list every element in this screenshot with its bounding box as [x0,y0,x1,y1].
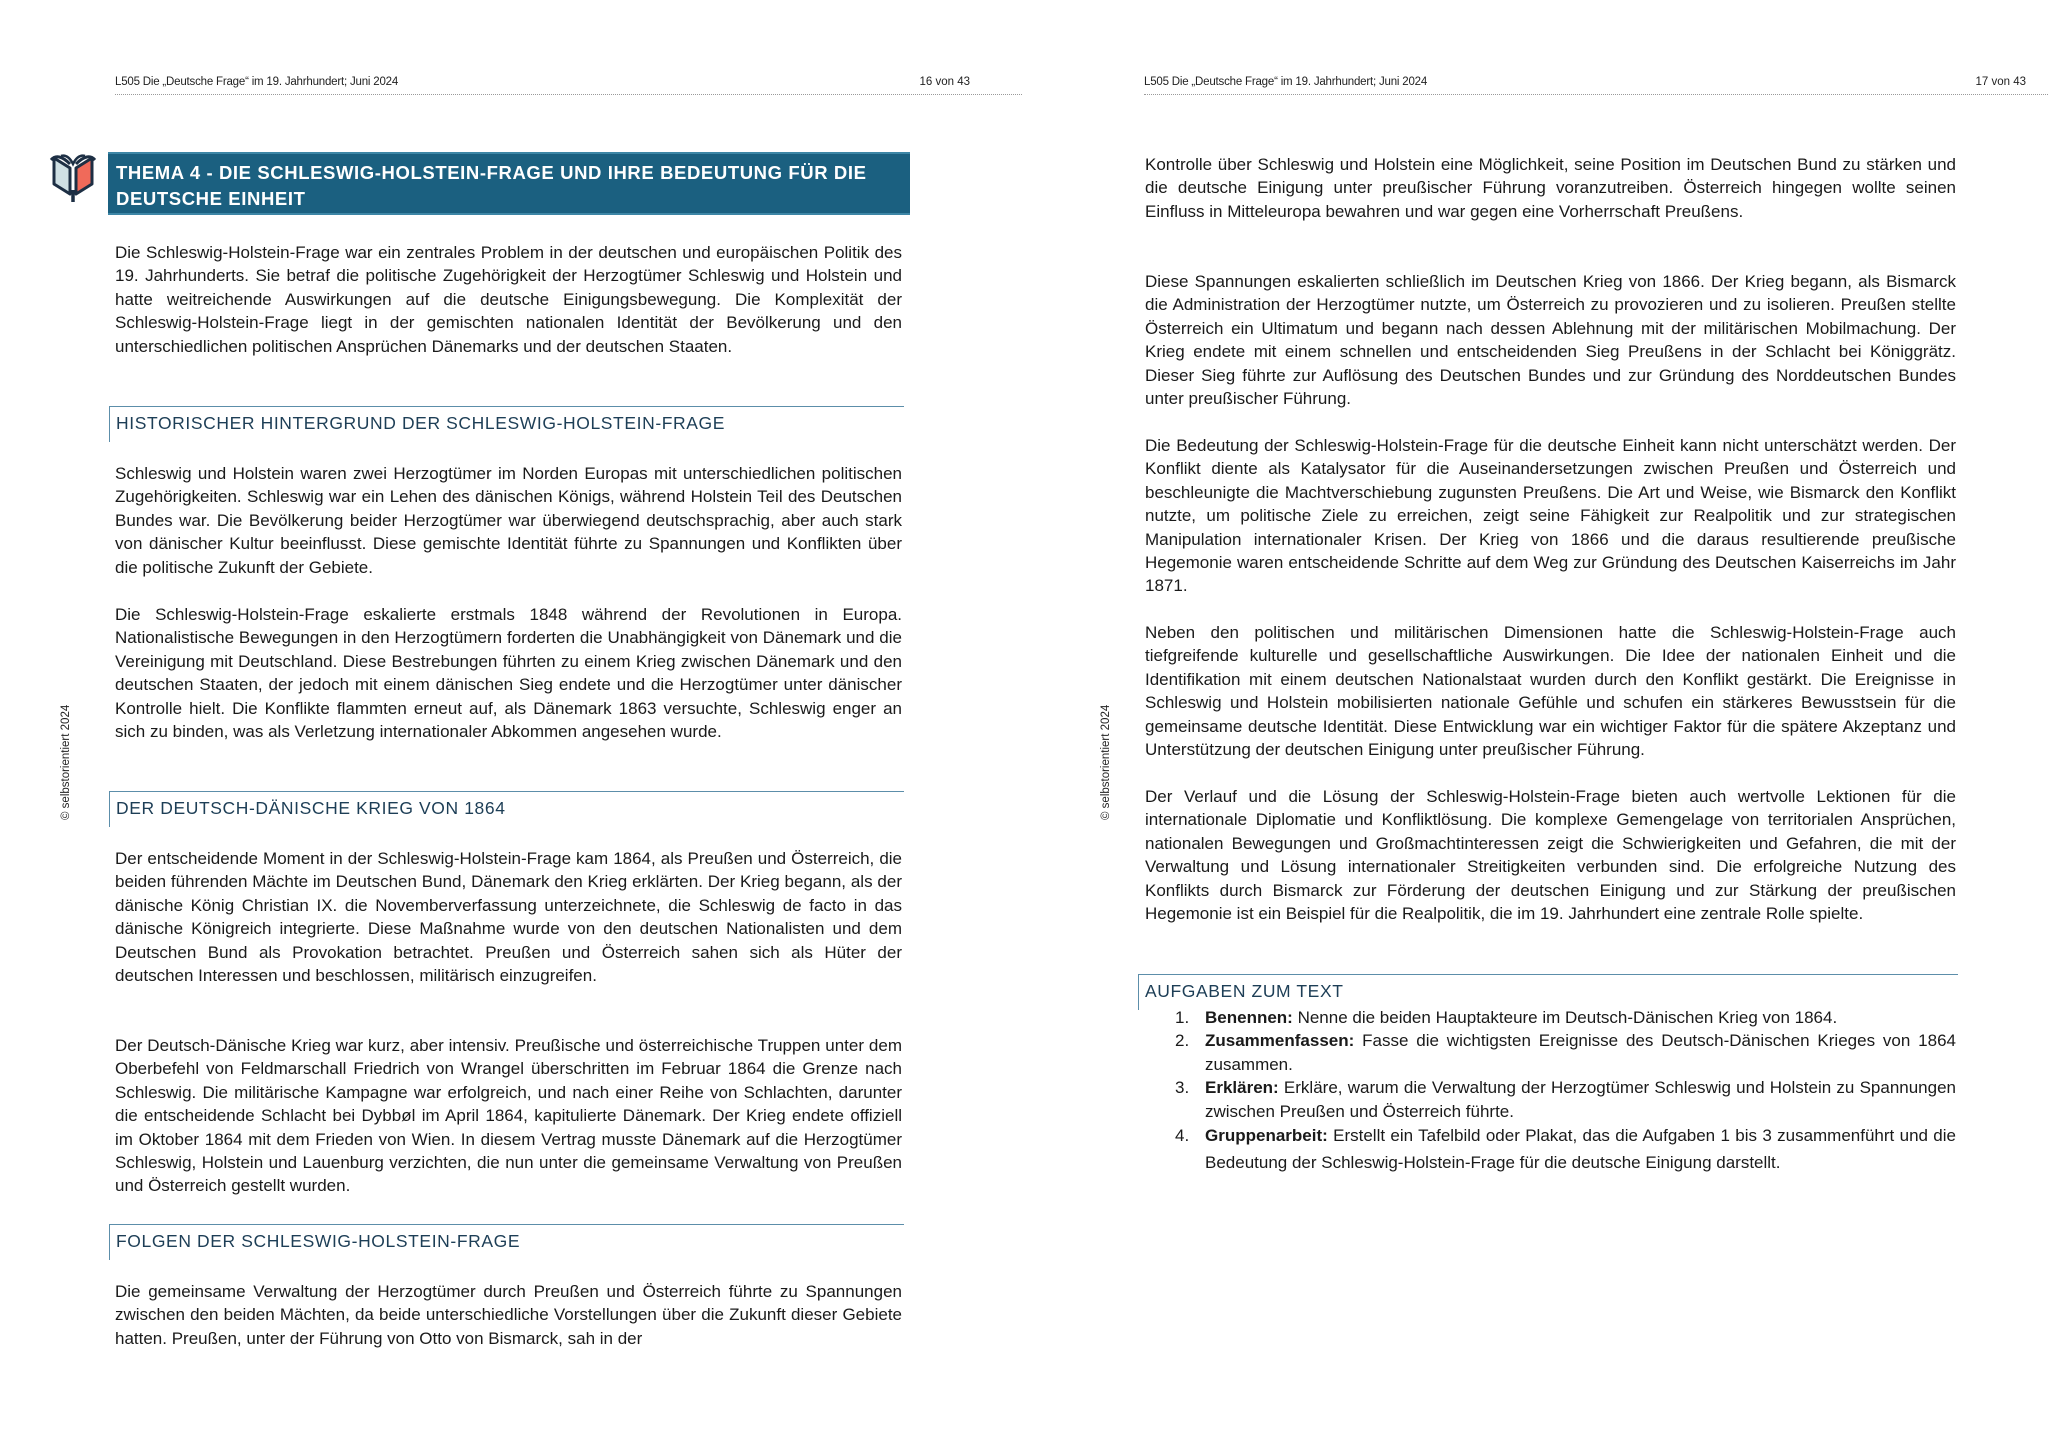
section-heading-historischer-hintergrund: HISTORISCHER HINTERGRUND DER SCHLESWIG-HOLSTEIN-FRAGE [109,406,904,442]
task-text: Nenne die beiden Hauptakteure im Deutsch-Dänischen Krieg von 1864. [1292,1008,1838,1027]
body-paragraph [1145,270,1956,410]
section-body [115,1280,902,1350]
section-body [115,462,902,579]
paragraph: Der Verlauf und die Lösung der Schleswig-Holstein-Frage bieten auch wertvolle Lektionen für die internationale Diplomatie und Konfliktlösung. Die komplexe Gemengelage von territorialen Ansprüchen, nationalen Bewegungen und Großmachtinteressen zeigt die Schwierigkeiten und Gefahren, die mit der Verwaltung und Lösung internationaler Streitigkeiten verbunden sind. Die erfolgreiche Nutzung des Konflikts durch Bismarck zur Förderung der deutschen Einigung und zur Stärkung der preußischen Hegemonie ist ein Beispiel für die Realpolitik, die im 19. Jahrhundert eine zentrale Rolle spielte. [1145,787,1956,924]
task-item [1175,1029,1956,1076]
task-item [1175,1076,1956,1123]
page-17 [1024,0,2048,1440]
task-text: Fasse die wichtigsten Ereignisse des Deutsch-Dänischen Krieges von 1864 zusammen. [1205,1031,1956,1074]
body-paragraph [1145,153,1956,223]
section-body [115,1034,902,1198]
task-label: Gruppenarbeit: [1205,1126,1328,1146]
task-text: Erstellt ein Tafelbild oder Plakat, das die Aufgaben 1 bis 3 zusammenführt und die Bedeutung der Schleswig-Holstein-Frage für die deutsche Einigung darstellt. [1205,1126,1956,1172]
running-header [115,74,1022,95]
section-body [115,603,902,743]
body-paragraph [1145,785,1956,925]
running-header-title: L505 Die „Deutsche Frage“ im 19. Jahrhundert; Juni 2024 [115,76,399,88]
paragraph: Neben den politischen und militärischen Dimensionen hatte die Schleswig-Holstein-Frage auch tiefgreifende kulturelle und gesellschaftliche Auswirkungen. Die Idee der nationalen Einheit und die Identifikation mit einem deutschen Nationalstaat wurden durch den Konflikt gestärkt. Die Ereignisse in Schleswig und Holstein mobilisierten nationale Gefühle und schufen ein stärkeres Bewusstsein für die gemeinsame deutsche Identität. Diese Entwicklung war ein wichtiger Faktor für die spätere Akzeptanz und Unterstützung der deutschen Einigung unter preußischer Führung. [1145,623,1956,760]
copyright-text: © selbstorientiert 2024 [1100,704,1112,820]
side-copyright [1100,704,1120,820]
section-heading-deutsch-daenischer-krieg: DER DEUTSCH-DÄNISCHE KRIEG VON 1864 [109,791,904,827]
section-heading-folgen: FOLGEN DER SCHLESWIG-HOLSTEIN-FRAGE [109,1224,904,1260]
task-text: Erkläre, warum die Verwaltung der Herzogtümer Schleswig und Holstein zu Spannungen zwischen Preußen und Österreich führte. [1205,1078,1956,1121]
intro-paragraph [115,241,902,358]
task-number: 4. [1175,1126,1190,1146]
task-label: Zusammenfassen: [1205,1031,1355,1051]
copyright-text: © selbstorientiert 2024 [60,704,72,820]
task-label: Erklären: [1205,1078,1279,1098]
section-heading-aufgaben: AUFGABEN ZUM TEXT [1138,974,1958,1010]
paragraph: Die Bedeutung der Schleswig-Holstein-Frage für die deutsche Einheit kann nicht unterschätzt werden. Der Konflikt diente als Katalysator für die Auseinandersetzungen zwischen Preußen und Österreich und beschleunigte die Machtverschiebung zugunsten Preußens. Die Art und Weise, wie Bismarck den Konflikt nutzte, um politische Ziele zu erreichen, zeigt seine Fähigkeit zur Realpolitik und zur strategischen Manipulation internationaler Krisen. Der Krieg von 1866 und die daraus resultierende preußische Hegemonie waren entscheidende Schritte auf dem Weg zur Gründung des Deutschen Kaiserreichs im Jahr 1871. [1145,436,1956,596]
running-header [1144,74,2048,95]
page-number: 16 von 43 [919,76,970,88]
side-copyright [60,704,80,820]
task-list [1175,1006,1956,1176]
task-label: Benennen: [1205,1008,1293,1027]
paragraph: Kontrolle über Schleswig und Holstein eine Möglichkeit, seine Position im Deutschen Bund zu stärken und die deutsche Einigung unter preußischer Führung voranzutreiben. Österreich hingegen wollte seinen Einfluss in Mitteleuropa bewahren und war gegen eine Vorherrschaft Preußens. [1145,155,1956,221]
page-number: 17 von 43 [1975,76,2026,88]
task-item [1175,1123,1956,1176]
paragraph: Der Deutsch-Dänische Krieg war kurz, aber intensiv. Preußische und österreichische Truppen unter dem Oberbefehl von Feldmarschall Friedrich von Wrangel überschritten im Februar 1864 die Grenze nach Schleswig. Die militärische Kampagne war erfolgreich, und nach einer Reihe von Schlachten, darunter die entscheidende Schlacht bei Dybbøl im April 1864, kapitulierte Dänemark. Der Krieg endete offiziell im Oktober 1864 mit dem Frieden von Wien. In diesem Vertrag musste Dänemark auf die Herzogtümer Schleswig, Holstein und Lauenburg verzichten, die nun unter die gemeinsame Verwaltung von Preußen und Österreich gestellt wurden. [115,1036,902,1196]
task-item [1175,1006,1956,1029]
body-paragraph [1145,621,1956,761]
task-number: 2. [1175,1031,1190,1051]
paragraph: Diese Spannungen eskalierten schließlich im Deutschen Krieg von 1866. Der Krieg begann, als Bismarck die Administration der Herzogtümer nutzte, um Österreich zu provozieren und zu isolieren. Preußen stellte Österreich ein Ultimatum und begann nach dessen Ablehnung mit der militärischen Mobilmachung. Der Krieg endete mit einem schnellen und entscheidenden Sieg Preußens in der Schlacht bei Königgrätz. Dieser Sieg führte zur Auflösung des Deutschen Bundes und zur Gründung des Norddeutschen Bundes unter preußischer Führung. [1145,272,1956,409]
paragraph: Die gemeinsame Verwaltung der Herzogtümer durch Preußen und Österreich führte zu Spannungen zwischen den beiden Mächten, da beide unterschiedliche Vorstellungen über die Zukunft dieser Gebiete hatten. Preußen, unter der Führung von Otto von Bismarck, sah in der [115,1282,902,1348]
task-number: 1. [1175,1008,1190,1027]
open-book-icon [48,150,98,202]
paragraph: Die Schleswig-Holstein-Frage war ein zentrales Problem in der deutschen und europäischen Politik des 19. Jahrhunderts. Sie betraf die politische Zugehörigkeit der Herzogtümer Schleswig und Holstein und hatte weitreichende Auswirkungen auf die deutsche Einigungsbewegung. Die Komplexität der Schleswig-Holstein-Frage liegt in der gemischten nationalen Identität der Bevölkerung und den unterschiedlichen politischen Ansprüchen Dänemarks und der deutschen Staaten. [115,243,902,356]
paragraph: Die Schleswig-Holstein-Frage eskalierte erstmals 1848 während der Revolutionen in Europa. Nationalistische Bewegungen in den Herzogtümern forderten die Unabhängigkeit von Dänemark und die Vereinigung mit Deutschland. Diese Bestrebungen führten zu einem Krieg zwischen Dänemark und den deutschen Staaten, der jedoch mit einem dänischen Sieg endete und die Herzogtümer unter dänischer Kontrolle hielt. Die Konflikte flammten erneut auf, als Dänemark 1863 versuchte, Schleswig enger an sich zu binden, was als Verletzung internationaler Abkommen angesehen wurde. [115,605,902,742]
paragraph: Der entscheidende Moment in der Schleswig-Holstein-Frage kam 1864, als Preußen und Österreich, die beiden führenden Mächte im Deutschen Bund, Dänemark den Krieg erklärten. Der Krieg begann, als der dänische König Christian IX. die Novemberverfassung unterzeichnete, die Schleswig de facto in das dänische Königreich integrierte. Diese Maßnahme wurde von den deutschen Nationalisten und dem Deutschen Bund als Provokation betrachtet. Preußen und Österreich sahen sich als Hüter der deutschen Interessen und beschlossen, militärisch einzugreifen. [115,849,902,986]
chapter-title: THEMA 4 - DIE SCHLESWIG-HOLSTEIN-FRAGE UND IHRE BEDEUTUNG FÜR DIE DEUTSCHE EINHEIT [108,152,910,215]
task-number: 3. [1175,1078,1190,1098]
section-body [115,847,902,987]
body-paragraph [1145,434,1956,598]
running-header-title: L505 Die „Deutsche Frage“ im 19. Jahrhundert; Juni 2024 [1144,76,1428,88]
paragraph: Schleswig und Holstein waren zwei Herzogtümer im Norden Europas mit unterschiedlichen politischen Zugehörigkeiten. Schleswig war ein Lehen des dänischen Königs, während Holstein Teil des Deutschen Bundes war. Die Bevölkerung beider Herzogtümer war überwiegend deutschsprachig, aber auch stark von dänischer Kultur beeinflusst. Diese gemischte Identität führte zu Spannungen und Konflikten über die politische Zukunft der Gebiete. [115,464,902,577]
